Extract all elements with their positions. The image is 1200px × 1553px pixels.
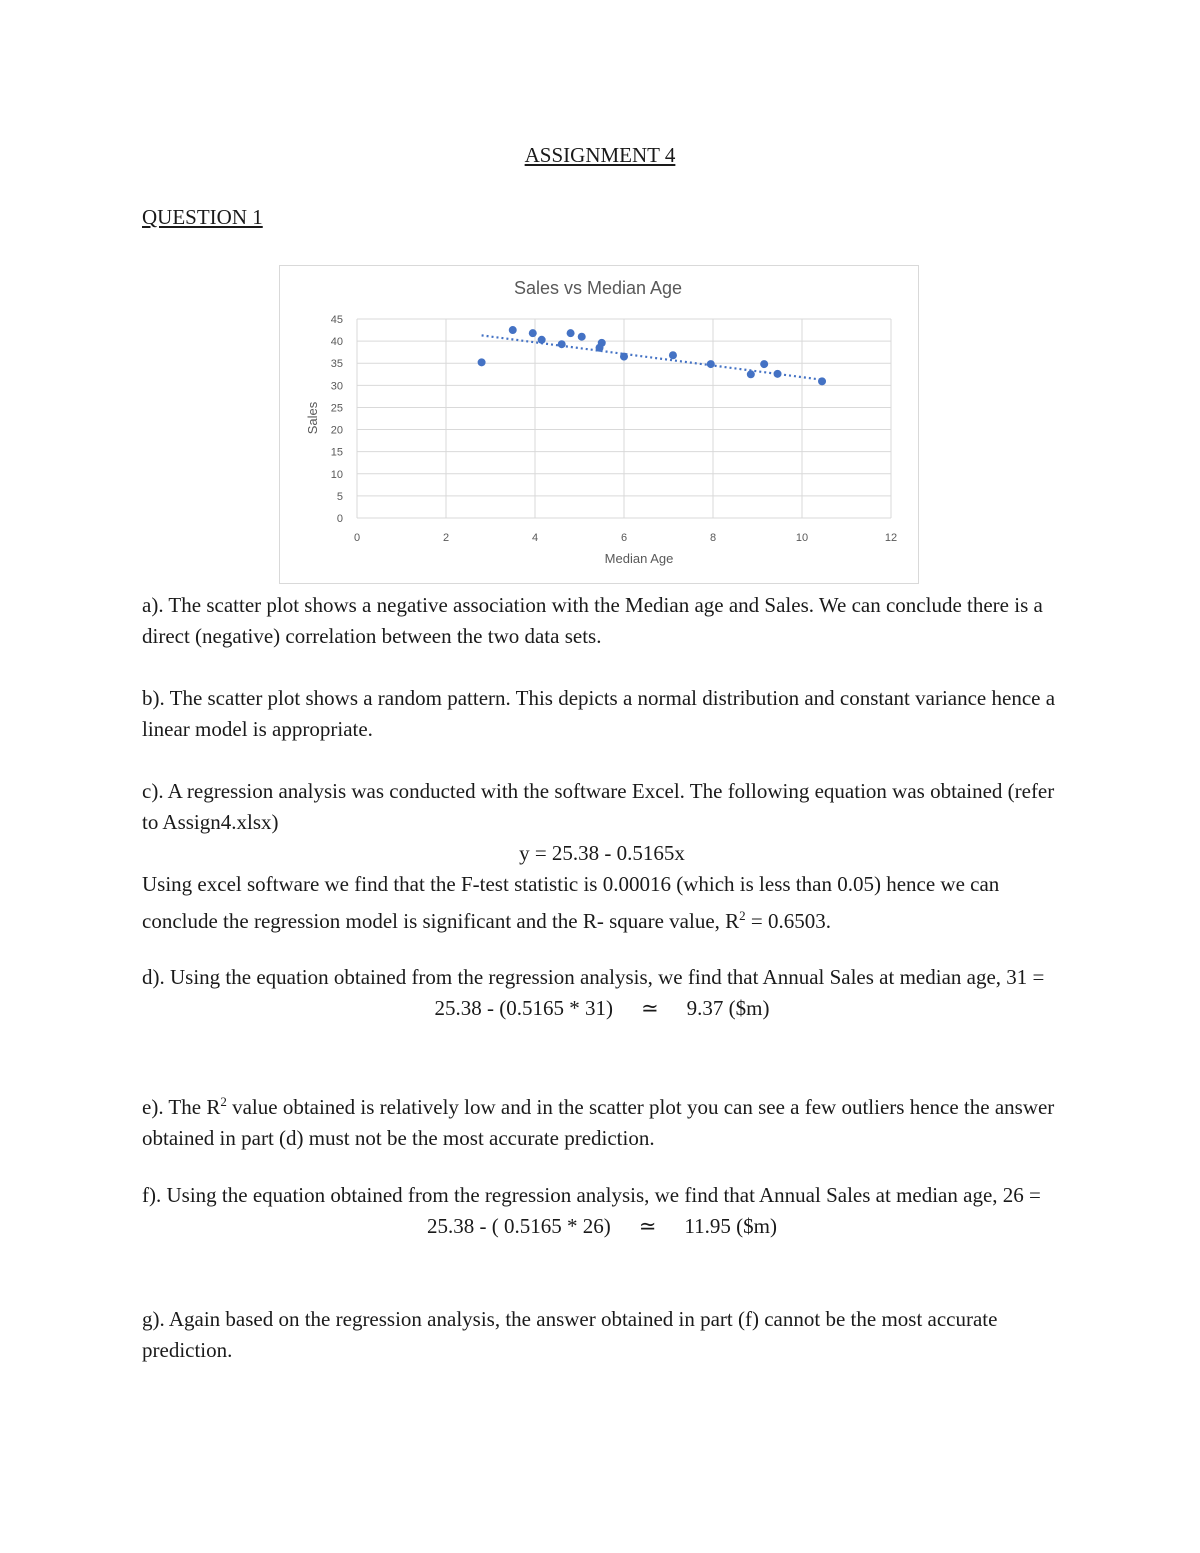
answer-c-intro: c). A regression analysis was conducted with the software Excel. The following equation was obtained (refer to Assign4.xlsx) — [142, 779, 1055, 834]
data-point-13 — [760, 360, 768, 368]
approx-symbol: ≃ — [638, 1214, 657, 1238]
approx-symbol: ≃ — [641, 996, 659, 1020]
chart-gridlines — [357, 319, 891, 518]
answer-d-expression: 25.38 - (0.5165 * 31) — [434, 996, 614, 1020]
chart-ticks — [331, 314, 897, 544]
answer-b-text: b). The scatter plot shows a random pattern. This depicts a normal distribution and constant variance hence a linear model is appropriate. — [142, 686, 1056, 741]
x-tick-label-3: 6 — [620, 532, 628, 544]
answer-c-result — [142, 869, 1062, 937]
chart-svg — [280, 266, 918, 583]
chart-trendline — [482, 335, 825, 380]
y-tick-label-0: 0 — [336, 513, 343, 525]
y-tick-label-4: 20 — [330, 424, 343, 437]
x-axis-label: Median Age — [604, 551, 674, 566]
answer-g — [142, 1304, 1062, 1366]
y-tick-label-9: 45 — [330, 314, 343, 326]
answer-a — [142, 590, 1062, 652]
answer-g-text: g). Again based on the regression analysis, the answer obtained in part (f) cannot be the most accurate prediction. — [142, 1307, 998, 1362]
answer-f-calculation — [142, 1211, 1062, 1242]
answer-e — [142, 1086, 1062, 1154]
answer-c — [142, 776, 1062, 937]
answer-d — [142, 962, 1062, 1024]
data-point-14 — [774, 370, 782, 378]
chart-title: Sales vs Median Age — [513, 278, 683, 298]
data-point-12 — [747, 370, 755, 378]
r-squared-superscript: 2 — [739, 908, 746, 923]
y-tick-label-5: 25 — [330, 402, 343, 415]
data-point-6 — [578, 333, 586, 341]
answer-a-text: a). The scatter plot shows a negative association with the Median age and Sales. We can conclude there is a direct (negative) correlation between the two data sets. — [142, 593, 1043, 648]
trendline — [482, 335, 825, 380]
y-axis-label: Sales — [305, 401, 320, 435]
data-point-9 — [620, 353, 628, 361]
x-tick-label-0: 0 — [353, 532, 361, 544]
answer-d-result: 9.37 ($m) — [686, 996, 770, 1020]
answer-c-result-post: = 0.6503. — [745, 909, 832, 933]
data-point-11 — [707, 360, 715, 368]
data-point-0 — [478, 358, 486, 366]
x-tick-label-5: 10 — [795, 532, 809, 544]
data-point-2 — [529, 329, 537, 337]
regression-equation: y = 25.38 - 0.5165x — [519, 841, 685, 865]
answer-d-intro: d). Using the equation obtained from the regression analysis, we find that Annual Sales at median age, 31 = — [142, 965, 1045, 989]
answer-f-expression: 25.38 - ( 0.5165 * 26) — [427, 1214, 611, 1238]
answer-e-post: value obtained is relatively low and in the scatter plot you can see a few outliers hence the answer obtained in part (d) must not be the most accurate prediction. — [142, 1095, 1055, 1150]
document-title: ASSIGNMENT 4 — [524, 143, 676, 167]
x-tick-label-4: 8 — [709, 532, 717, 544]
chart-points — [478, 326, 826, 385]
data-point-1 — [509, 326, 517, 334]
answer-f-intro: f). Using the equation obtained from the regression analysis, we find that Annual Sales at median age, 26 = — [142, 1183, 1041, 1207]
question-heading: QUESTION 1 — [142, 205, 263, 229]
r-squared-superscript: 2 — [220, 1094, 227, 1109]
answer-f-result: 11.95 ($m) — [684, 1214, 777, 1238]
y-tick-label-3: 15 — [330, 446, 343, 459]
answer-c-result-pre: Using excel software we find that the F-test statistic is 0.00016 (which is less than 0.05) hence we can conclude the regression model is significant and the R- square value, R — [142, 872, 1000, 933]
data-point-8 — [598, 339, 606, 347]
answer-e-text — [142, 1086, 1062, 1154]
y-tick-label-2: 10 — [330, 468, 343, 481]
y-tick-label-6: 30 — [330, 380, 343, 393]
answer-b — [142, 683, 1062, 745]
x-tick-label-1: 2 — [442, 532, 450, 544]
x-tick-label-2: 4 — [531, 532, 539, 544]
answer-f — [142, 1180, 1062, 1242]
data-point-10 — [669, 351, 677, 359]
answer-e-pre: e). The R — [142, 1095, 221, 1119]
data-point-3 — [538, 336, 546, 344]
data-point-15 — [818, 377, 826, 385]
x-tick-label-6: 12 — [884, 532, 898, 544]
answer-d-calculation — [142, 993, 1062, 1024]
y-tick-label-7: 35 — [330, 358, 343, 371]
y-tick-label-8: 40 — [330, 336, 343, 349]
data-point-4 — [558, 340, 566, 348]
data-point-5 — [567, 329, 575, 337]
y-tick-label-1: 5 — [336, 490, 343, 503]
scatter-chart — [279, 265, 919, 584]
